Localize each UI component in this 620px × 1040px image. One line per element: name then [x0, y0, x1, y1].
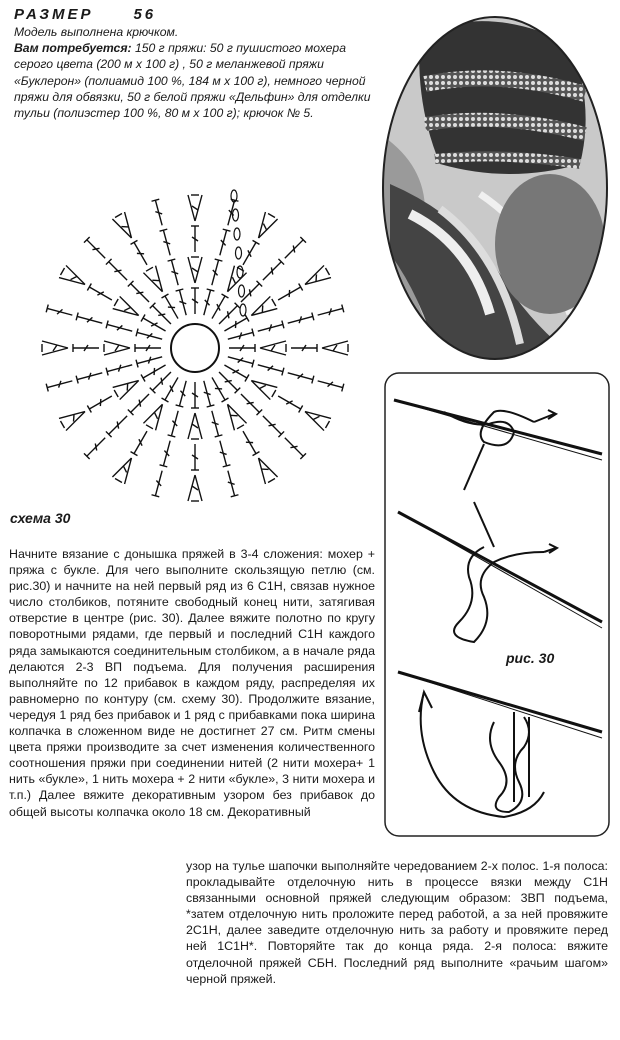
slip-knot-illustration: [384, 372, 610, 837]
need-label: Вам потребуется:: [14, 41, 132, 56]
instructions-part-2: узор на тулье шапочки выполняйте чередованием 2-х полос. 1-я полоса: прокладывайте отделочную нить в процессе вязки между С1Н связанными основной пряжей следующим образом: 3ВП подъема, *затем отделочную нить проложите перед работой, а за ней провяжите 2С1Н, далее заведите отделочную нить за работу и провяжите перед ней 1С1Н*. Повторяйте так до конца ряда. 2-я полоса: вяжите отделочной пряжей СБН. Последний ряд выполните «рачьим шагом» черной пряжей.: [186, 859, 608, 986]
step-3-figure: [398, 672, 602, 817]
made-with-text: Модель выполнена крючком.: [14, 25, 179, 39]
instructions-part-1: Начните вязание с донышка пряжей в 3-4 сложения: мохер + пряжа с букле. Для чего выполните скользящую петлю (см. рис.30) и начните на ней первый ряд из 6 С1Н, связав нужное число столбиков, потяните свободный конец нити, затягивая отверстие в центре (рис. 30). Далее вяжите полотно по кругу поворотными рядами, где первый и последний С1Н каждого ряда замыкаются соединительным столбиком, а в начале ряда делаются 2-3 ВП подъема. Для получения расширения выполняйте по 12 прибавок в каждом ряду, распределяя их равномерно по контуру (см. схему 30). Продолжите вязание, чередуя 1 ряд без прибавок и 1 ряд с прибавками пока ширина колпачка в сложенном виде не достигнет 27 см. Ритм смены цвета пряжи производите за счет изменения количественного соотношения пряжи при соединении нитей (2 нити мохера+ 1 нить «букле», 1 нить мохера + 2 нити «букле», 3 нити мохера и т.п.) Далее вяжите декоративным узором без прибавок до общей высоты колпачка около 18 см. Декоративный: [9, 547, 375, 819]
chart-caption: схема 30: [10, 510, 71, 526]
page-header: [14, 6, 156, 23]
size-value: 56: [133, 6, 157, 23]
materials-text: 150 г пряжи: 50 г пушистого мохера серого цвета (200 м х 100 г) , 50 г меланжевой пряжи «Буклерон» (полиамид 100 %, 184 м х 100 г), немного черной пряжи для обвязки, 50 г белой пряжи «Дельфин» для отделки тульи (полиэстер 100 %, 80 м х 100 г); крючок № 5.: [14, 41, 371, 121]
hat-photo: [380, 14, 610, 362]
size-label: РАЗМЕР: [14, 6, 94, 23]
step-1-figure: [394, 400, 602, 490]
materials-paragraph: [14, 40, 386, 121]
step-2-figure: [398, 502, 602, 642]
crochet-chart: [4, 156, 386, 520]
materials-block: [14, 24, 386, 121]
figure-caption: рис. 30: [506, 650, 555, 666]
